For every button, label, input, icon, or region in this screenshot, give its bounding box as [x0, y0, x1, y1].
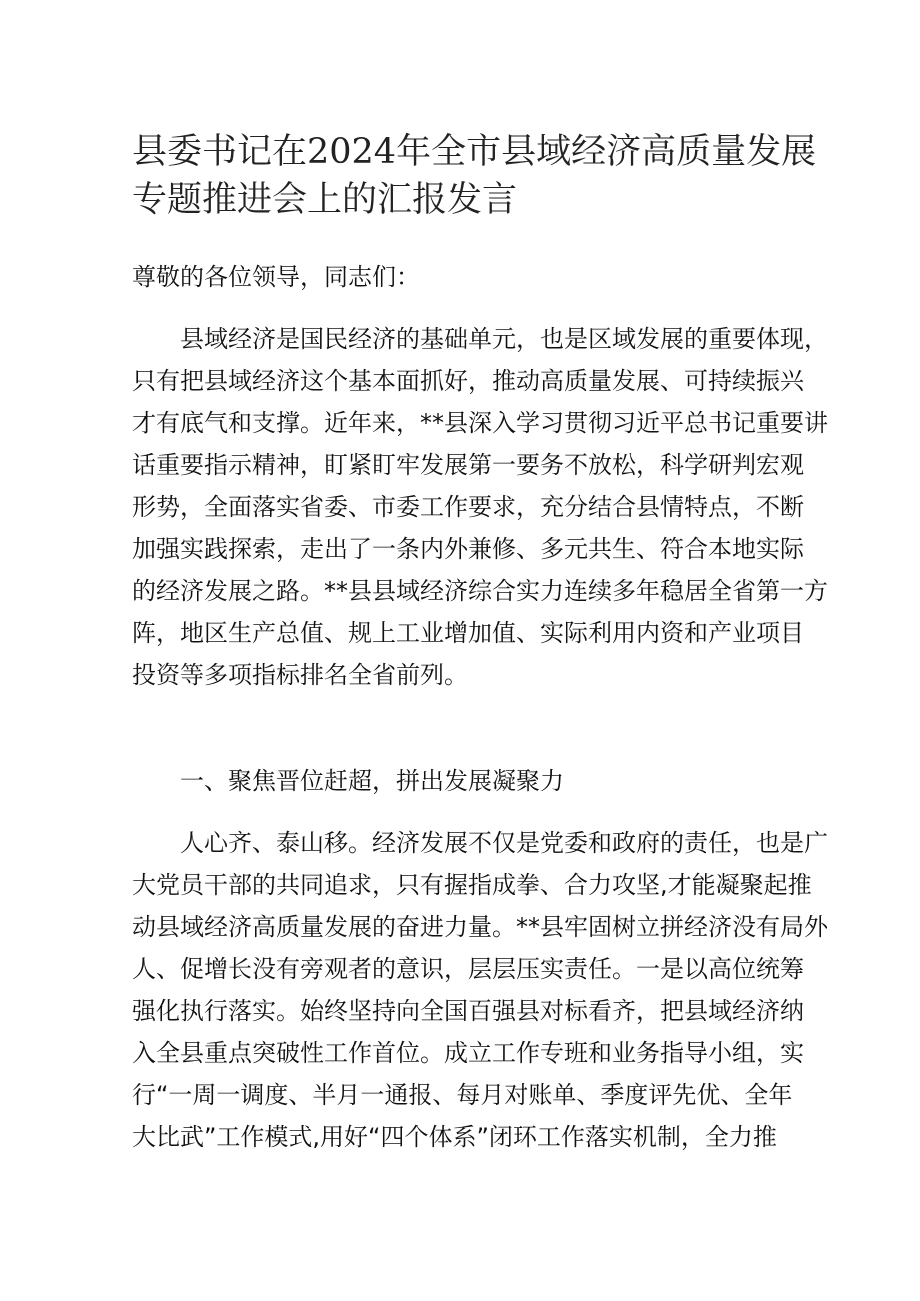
paragraph-line: 只有把县域经济这个基本面抓好，推动高质量发展、可持续振兴 — [132, 367, 804, 395]
title-line: 县委书记在2024年全市县域经济高质量发展 — [132, 132, 817, 172]
paragraph-intro — [132, 318, 828, 696]
paragraph-line: 动县域经济高质量发展的奋进力量。**县牢固树立拼经济没有局外 — [132, 913, 828, 941]
paragraph-line: 话重要指示精神，盯紧盯牢发展第一要务不放松，科学研判宏观 — [132, 451, 804, 479]
paragraph-line: 行“一周一调度、半月一通报、每月对账单、季度评先优、全年 — [132, 1081, 793, 1109]
paragraph-line: 投资等多项指标排名全省前列。 — [132, 661, 468, 689]
document-title — [132, 128, 817, 224]
salutation-text: 尊敬的各位领导，同志们： — [132, 263, 420, 291]
paragraph-line: 大党员干部的共同追求，只有握指成拳、合力攻坚,才能凝聚起推 — [132, 871, 812, 899]
paragraph-line: 形势，全面落实省委、市委工作要求，充分结合县情特点，不断 — [132, 493, 804, 521]
paragraph-line: 县域经济是国民经济的基础单元，也是区域发展的重要体现， — [132, 325, 828, 353]
paragraph-line: 大比武”工作模式,用好“四个体系”闭环工作落实机制，全力推 — [132, 1123, 777, 1151]
paragraph-line: 人心齐、泰山移。经济发展不仅是党委和政府的责任，也是广 — [132, 829, 828, 857]
paragraph-line: 的经济发展之路。**县县域经济综合实力连续多年稳居全省第一方 — [132, 577, 828, 605]
paragraph-section-one — [132, 822, 828, 1158]
section-heading-text: 一、聚焦晋位赶超，拼出发展凝聚力 — [132, 767, 564, 795]
paragraph-line: 阵，地区生产总值、规上工业增加值、实际利用内资和产业项目 — [132, 619, 804, 647]
paragraph-line: 入全县重点突破性工作首位。成立工作专班和业务指导小组，实 — [132, 1039, 804, 1067]
paragraph-line: 人、促增长没有旁观者的意识，层层压实责任。一是以高位统筹 — [132, 955, 804, 983]
paragraph-line: 才有底气和支撑。近年来，**县深入学习贯彻习近平总书记重要讲 — [132, 409, 828, 437]
section-heading — [132, 760, 796, 802]
salutation — [132, 256, 796, 298]
paragraph-line: 强化执行落实。始终坚持向全国百强县对标看齐，把县域经济纳 — [132, 997, 804, 1025]
title-line: 专题推进会上的汇报发言 — [132, 180, 518, 220]
paragraph-line: 加强实践探索，走出了一条内外兼修、多元共生、符合本地实际 — [132, 535, 804, 563]
